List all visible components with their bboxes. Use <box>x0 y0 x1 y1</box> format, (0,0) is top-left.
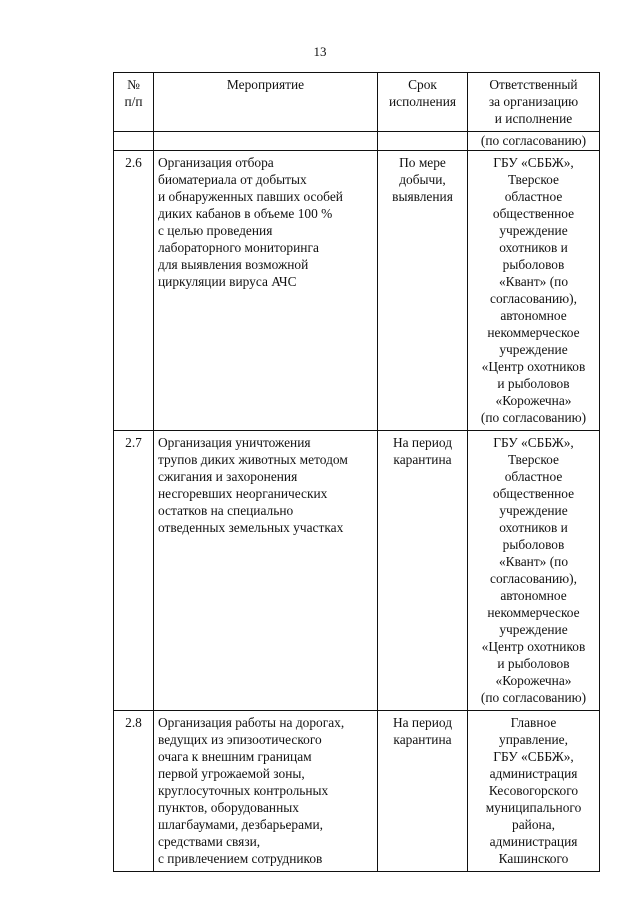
header-term: Срок исполнения <box>378 73 468 132</box>
header-responsible: Ответственный за организацию и исполнение <box>468 73 600 132</box>
cell-event: Организация отбора биоматериала от добытых и обнаруженных павших особей диких кабанов в объеме 100 % с целью проведения лабораторного мониторинга для выявления возможной циркуляции вируса АЧС <box>154 151 378 431</box>
table-row <box>114 431 600 711</box>
cell-term: На период карантина <box>378 711 468 872</box>
table-row <box>114 151 600 431</box>
table-row-continuation <box>114 132 600 151</box>
cell-num: 2.6 <box>114 151 154 431</box>
cell-num: 2.8 <box>114 711 154 872</box>
cell-event: Организация уничтожения трупов диких животных методом сжигания и захоронения несгоревших неорганических остатков на специально отведенных земельных участках <box>154 431 378 711</box>
cell-responsible: ГБУ «СББЖ», Тверское областное общественное учреждение охотников и рыболовов «Квант» (по согласованию), автономное некоммерческое учреждение «Центр охотников и рыболовов «Корожечна» (по согласованию) <box>468 431 600 711</box>
cell-responsible: ГБУ «СББЖ», Тверское областное общественное учреждение охотников и рыболовов «Квант» (по согласованию), автономное некоммерческое учреждение «Центр охотников и рыболовов «Корожечна» (по согласованию) <box>468 151 600 431</box>
cell-num <box>114 132 154 151</box>
cell-responsible: (по согласованию) <box>468 132 600 151</box>
page-number: 13 <box>313 44 327 59</box>
cell-responsible: Главное управление, ГБУ «СББЖ», администрация Кесовогорского муниципального района, администрация Кашинского <box>468 711 600 872</box>
table-header-row <box>114 73 600 132</box>
cell-num: 2.7 <box>114 431 154 711</box>
header-event: Мероприятие <box>154 73 378 132</box>
cell-event <box>154 132 378 151</box>
cell-term: На период карантина <box>378 431 468 711</box>
cell-event: Организация работы на дорогах, ведущих из эпизоотического очага к внешним границам первой угрожаемой зоны, круглосуточных контрольных пунктов, оборудованных шлагбаумами, дезбарьерами, средствами связи, с привлечением сотрудников <box>154 711 378 872</box>
header-num: № п/п <box>114 73 154 132</box>
table-row <box>114 711 600 872</box>
cell-term <box>378 132 468 151</box>
measures-table <box>113 72 600 872</box>
cell-term: По мере добычи, выявления <box>378 151 468 431</box>
